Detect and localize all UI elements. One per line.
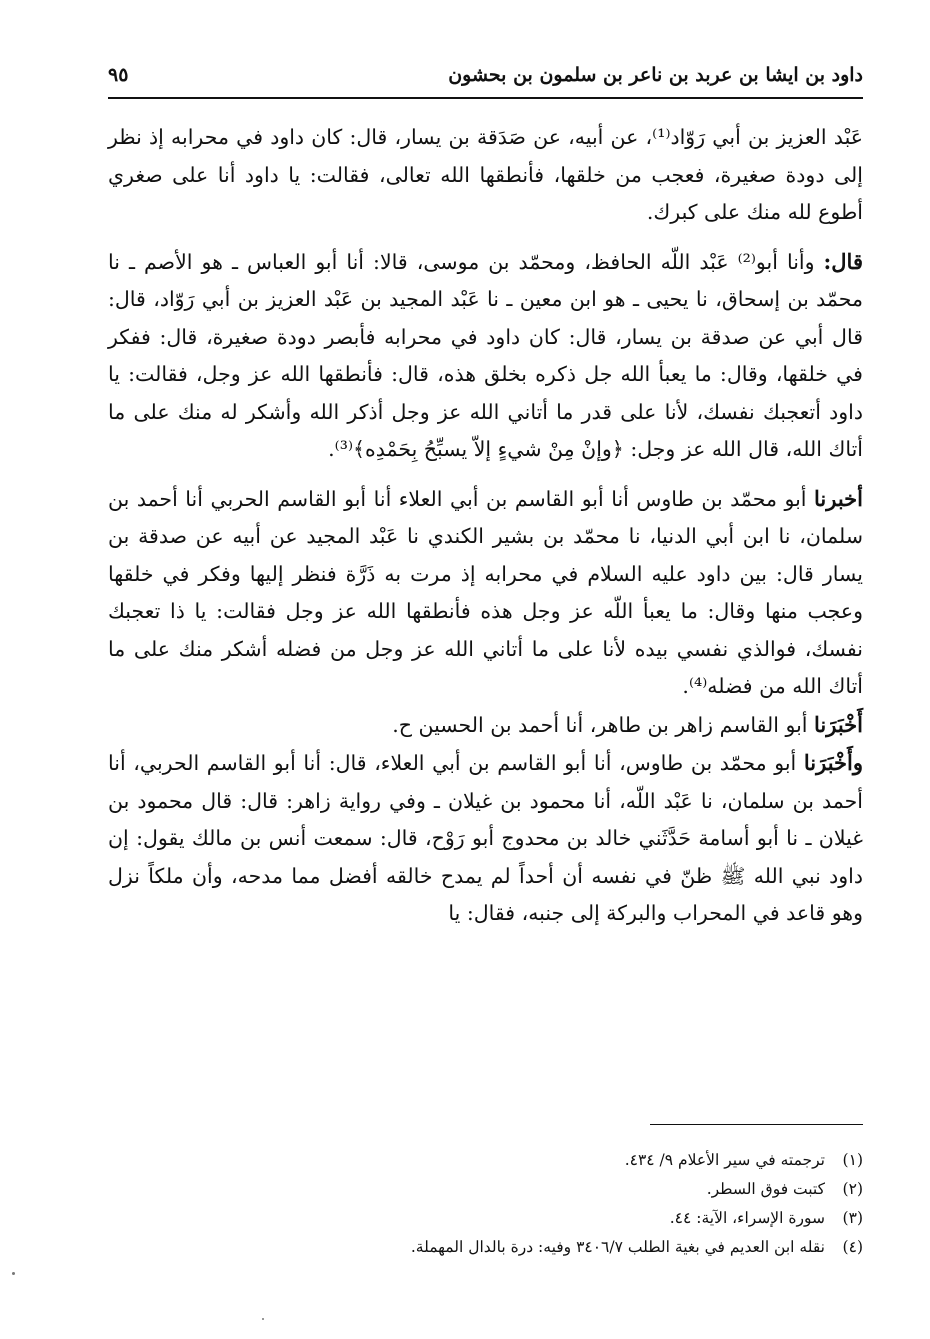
main-text [108,118,863,933]
footnote-number: (١) [842,1151,863,1169]
footnote-separator [650,1124,863,1125]
paragraph-text: أبو محمّد بن طاوس أنا أبو القاسم بن أبي العلاء أنا أبو القاسم الحربي أنا أحمد بن سلمان، نا ابن أبي الدنيا، نا محمّد بن بشير الكندي نا عَبْد المجيد عن أبيه عن صدقة بن يسار قال: بين داود عليه السلام في محرابه إذ مرت به ذَرَّة فنظر إليها وفكر في خلقها وعجب منها وقال: ما يعبأ اللّه عز وجل هذه فأنطقها الله عز وجل فقالت: يا ذا تعجبك نفسك، فوالذي نفسي بيده لأنا على ما أتاني الله عز وجل من فضله أشكر منك على ما أتاك الله من فضله⁽⁴⁾. [108,486,863,698]
footnote-text: كتبت فوق السطر. [706,1180,825,1198]
footnote-number: (٤) [842,1238,863,1256]
footnote-text: نقله ابن العديم في بغية الطلب ٣٤٠٦/٧ وفيه: درة بالدال المهملة. [410,1238,825,1256]
footnote-number: (٣) [842,1209,863,1227]
paragraph-text: عَبْد العزيز بن أبي رَوّاد⁽¹⁾، عن أبيه، عن صَدَقة بن يسار، قال: كان داود في محرابه إذ نظر إلى دودة صغيرة، فعجب من خلقها، فأنطقها الله تعالى، فقالت: يا داود أنا على صغري أطوع لله منك على كبرك. [108,125,863,224]
paragraph-text: أبو القاسم زاهر بن طاهر، أنا أحمد بن الحسين ح. [392,712,815,737]
footnote-number: (٢) [842,1180,863,1198]
paragraph-lead: أخبرنا [814,485,863,511]
header-rule [108,97,863,99]
paragraph [108,480,863,706]
paragraph [108,744,863,933]
running-header [108,58,863,98]
footnote [108,1204,863,1233]
footnote-text: سورة الإسراء، الآية: ٤٤. [669,1209,825,1227]
footnote [108,1175,863,1204]
paragraph [108,243,863,469]
paragraph [108,706,863,745]
paragraph-lead: قال: [823,248,863,274]
scan-speck [12,1272,15,1275]
footnotes [108,1146,863,1262]
paragraph-text: أبو محمّد بن طاوس، أنا أبو القاسم بن أبي العلاء، قال: أنا أبو القاسم الحربي، أنا أحمد بن سلمان، نا عَبْد اللّه، أنا محمود بن غيلان ـ وفي رواية زاهر: قال: قال محمود بن غيلان ـ نا أبو أسامة حَدَّثَني خالد بن محدوج أبو رَوْح، قال: سمعت أنس بن مالك يقول: إن داود نبي الله ﷺ ظنّ في نفسه أن أحداً لم يمدح خالقه أفضل مما مدحه، وأن ملكاً نزل وهو قاعد في المحراب والبركة إلى جنبه، فقال: يا [108,751,863,925]
footnote-text: ترجمته في سير الأعلام ٩/ ٤٣٤. [624,1151,825,1169]
footnote [108,1233,863,1262]
paragraph-lead: وأَخْبَرَنا [803,750,863,775]
page-number: ٩٥ [108,64,129,86]
paragraph-lead: أَخْبَرَنا [814,711,863,737]
header-title: داود بن ايشا بن عربد بن ناعر بن سلمون بن بحشون [448,64,863,86]
scan-speck [262,1318,264,1320]
paragraph-text: وأنا أبو⁽²⁾ عَبْد اللّه الحافظ، ومحمّد بن موسى، قالا: أنا أبو العباس ـ هو الأصم ـ نا محمّد بن إسحاق، نا يحيى ـ هو ابن معين ـ نا عَبْد المجيد بن عَبْد العزيز بن أبي رَوّاد، قال: قال أبي عن صدقة بن يسار، قال: كان داود في محرابه فأبصر دودة صغيرة، قال: ففكر في خلقها، وقال: ما يعبأ الله جل ذكره بخلق هذه، قال: فأنطقها الله عز وجل، فقالت: يا داود أتعجبك نفسك، لأنا على قدر ما أتاني الله عز وجل أذكر الله وأشكر له منك على ما أتاك الله، قال الله عز وجل: ﴿وإنْ مِنْ شيءٍ إلاّ يسبِّحُ بِحَمْدِه﴾⁽³⁾. [108,249,863,461]
footnote [108,1146,863,1175]
paragraph [108,118,863,232]
